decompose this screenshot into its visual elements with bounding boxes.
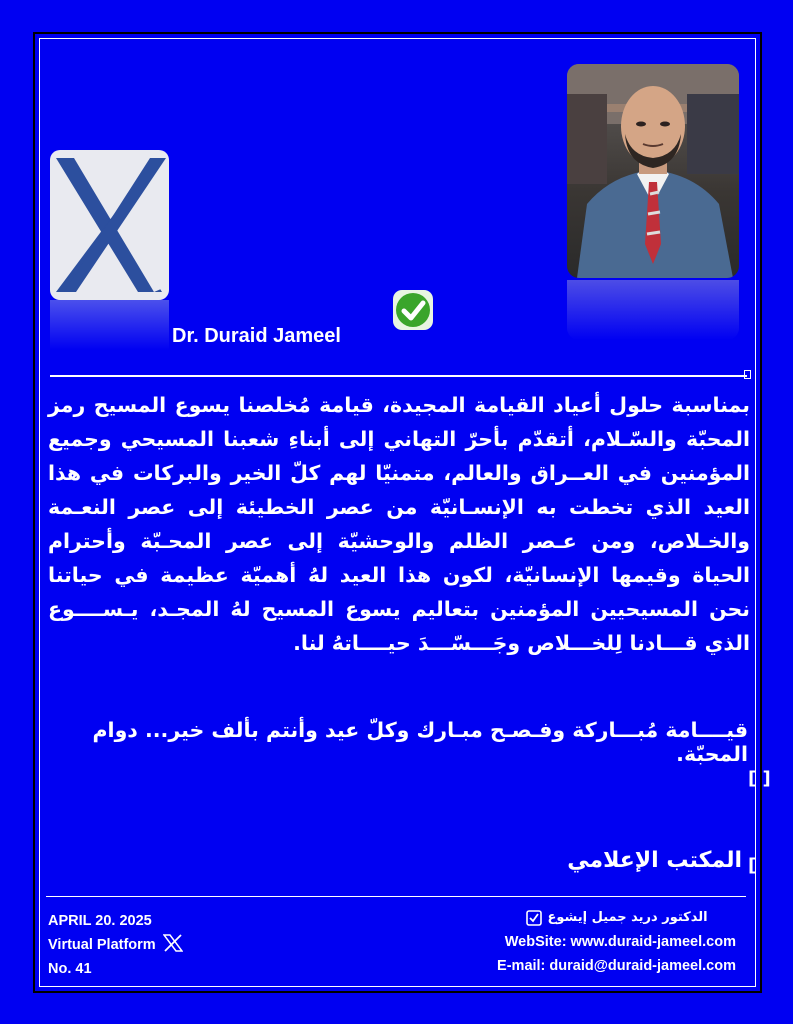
footer-website[interactable]: WebSite: www.duraid-jameel.com <box>504 934 736 950</box>
author-photo-reflection <box>567 280 739 340</box>
article-body: بمناسبة حلول أعياد القيامة المجيدة، قيامة مُخلصنا يسوع المسيح رمز المحبّة والسّـلام، أتقدّم بأحرّ التهاني إلى أبناءِ شعبنا المسيحي وجميع المؤمنين في العــراق والعالم، متمنيّا لهم كلّ الخير والبركات في هذا العيد الذي تخطت به الإنسـانيّة من عصر الخطيئة إلى عصر النعـمة والخـلاص، ومن عـصر الظلم والوحشيّة إلى عصر المحـبّة وأحترام الحياة وقيمها الإنسانيّة، لكون هذا العيد لهُ أهميّة عظيمة في حياتنا نحن المسيحيين المؤمنين بتعاليم يسوع المسيح لهُ المجـد، يـســــوع الذي قـــادنا لِلخـــلاص وجَـــسّـــدَ حيــــاتهُ لنا. <box>48 393 750 655</box>
bracket-marker: [ ] <box>748 768 771 789</box>
footer-arabic-name: الدكتور دريد جميل إيشوع <box>547 910 708 925</box>
footer-date: APRIL 20. 2025 <box>48 913 152 929</box>
footer-right <box>497 906 736 978</box>
footer-number: No. 41 <box>48 961 92 977</box>
x-logo-reflection <box>50 300 169 350</box>
author-photo <box>567 64 739 278</box>
footer-left <box>48 909 183 981</box>
author-photo-drawing <box>567 64 739 278</box>
check-icon <box>392 289 434 331</box>
article-greeting: قيــــامة مُبـــاركة وفـصـح مبـارك وكلّ عيد وأنتم بألف خير... دوام المحبّة. <box>92 718 748 766</box>
media-office-signature: المكتب الإعلامي <box>567 848 742 873</box>
divider-handle <box>744 370 751 379</box>
divider-top <box>50 375 747 377</box>
footer-platform: Virtual Platform <box>48 937 156 953</box>
checkbox-icon <box>526 910 542 926</box>
footer-name-line <box>497 906 736 930</box>
x-icon[interactable] <box>163 934 183 952</box>
divider-bottom <box>46 896 746 897</box>
bracket-marker-2: [ <box>748 855 757 876</box>
x-logo-icon[interactable] <box>50 150 169 300</box>
footer-platform-line <box>48 933 183 957</box>
author-name: Dr. Duraid Jameel <box>172 325 341 347</box>
footer-email[interactable]: E-mail: duraid@duraid-jameel.com <box>497 958 736 974</box>
